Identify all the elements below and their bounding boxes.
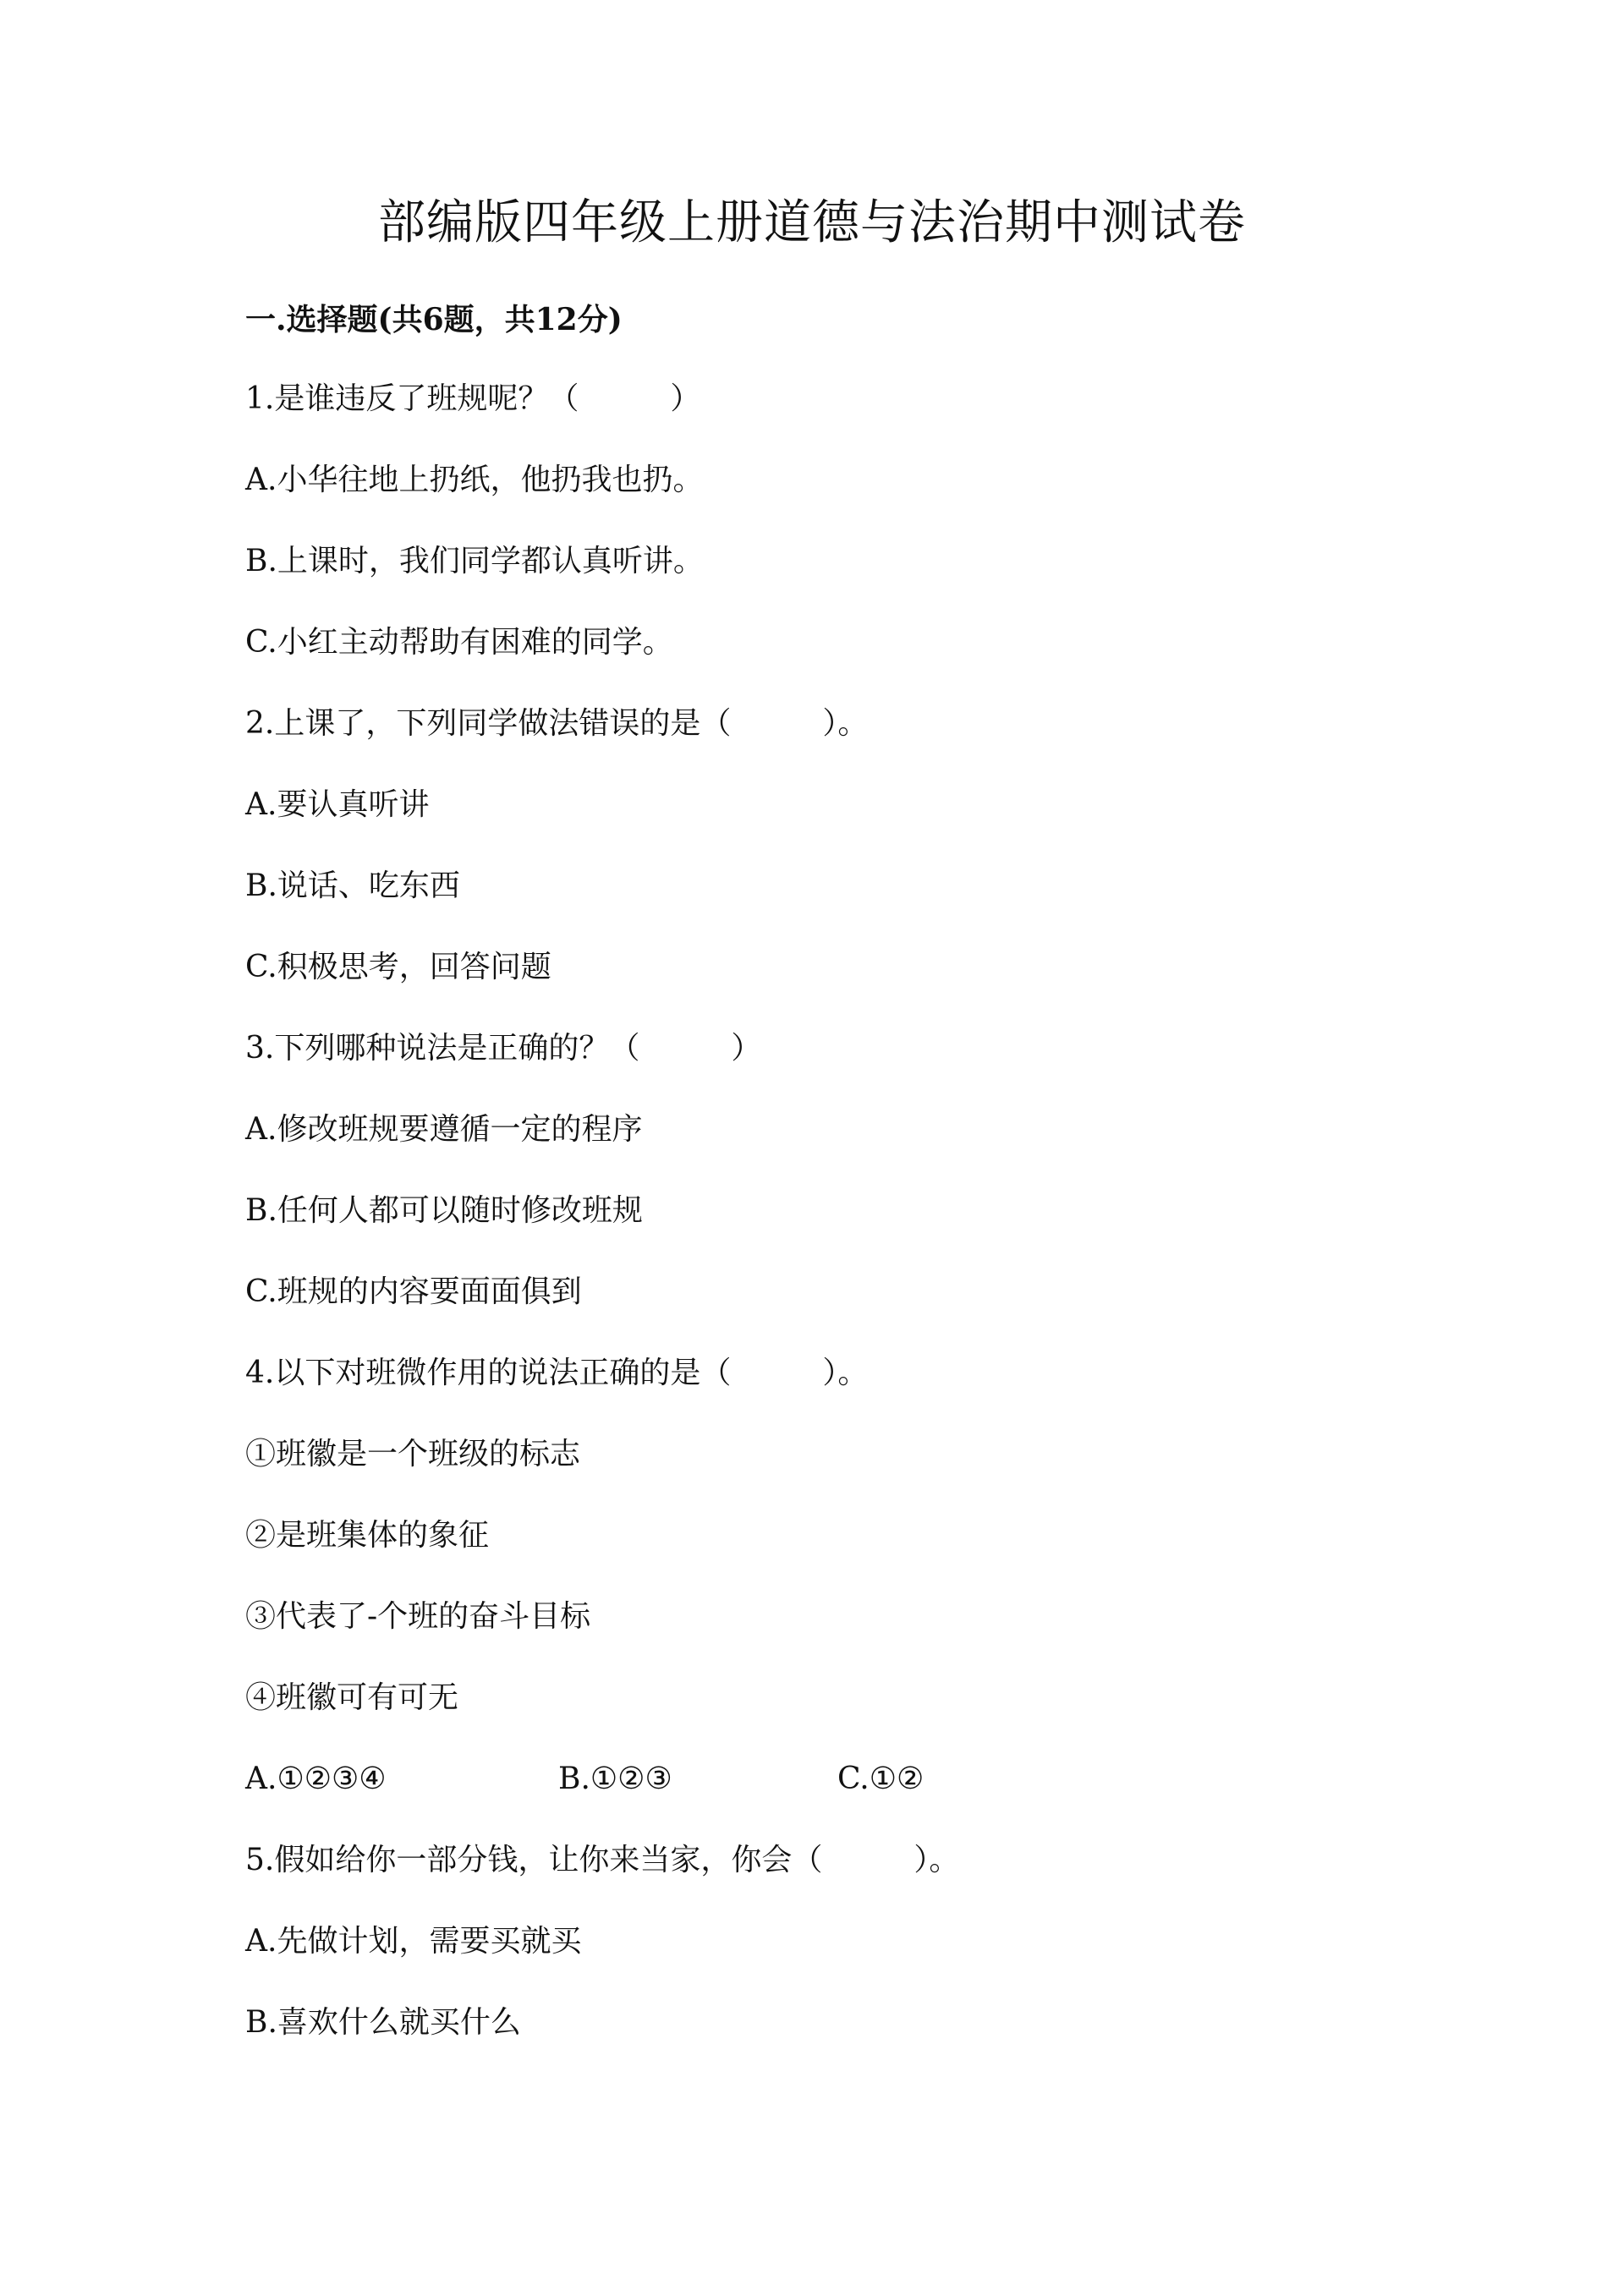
question-1-option-a: A.小华往地上扔纸，他扔我也扔。 [245, 463, 704, 497]
question-4-statement-3: ③代表了-个班的奋斗目标 [245, 1599, 591, 1634]
question-3-option-a: A.修改班规要遵循一定的程序 [245, 1112, 643, 1147]
question-3-option-c: C.班规的内容要面面俱到 [245, 1274, 582, 1309]
question-5-stem: 5.假如给你一部分钱，让你来当家，你会（ ）。 [245, 1843, 960, 1877]
question-4-option-a: A.①②③④ [245, 1762, 387, 1796]
question-4-options-row [245, 1759, 1379, 1800]
question-4-option-c: C.①② [837, 1762, 924, 1796]
question-4-statement-1: ①班徽是一个班级的标志 [245, 1437, 581, 1471]
question-3-stem: 3.下列哪种说法是正确的？（ ） [245, 1031, 762, 1066]
question-2-stem: 2.上课了，下列同学做法错误的是（ ）。 [245, 706, 869, 741]
question-5-option-b: B.喜欢什么就买什么 [245, 2005, 521, 2040]
question-4-option-b: B.①②③ [558, 1762, 672, 1796]
question-2-option-b: B.说话、吃东西 [245, 869, 460, 903]
question-2-option-c: C.积极思考，回答问题 [245, 950, 551, 984]
question-4-statement-4: ④班徽可有可无 [245, 1680, 459, 1715]
question-2-option-a: A.要认真听讲 [245, 787, 430, 822]
question-4-stem: 4.以下对班微作用的说法正确的是（ ）。 [245, 1356, 869, 1390]
question-5-option-a: A.先做计划，需要买就买 [245, 1924, 582, 1959]
question-4-statement-2: ②是班集体的象征 [245, 1518, 490, 1553]
exam-title: 部编版四年级上册道德与法治期中测试卷 [378, 195, 1246, 250]
question-3-option-b: B.任何人都可以随时修改班规 [245, 1193, 643, 1228]
section-heading: 一.选择题(共6题，共12分) [245, 302, 623, 337]
question-1-stem: 1.是谁违反了班规呢？（ ） [245, 381, 701, 416]
question-1-option-b: B.上课时，我们同学都认真听讲。 [245, 544, 704, 578]
question-1-option-c: C.小红主动帮助有困难的同学。 [245, 625, 673, 660]
